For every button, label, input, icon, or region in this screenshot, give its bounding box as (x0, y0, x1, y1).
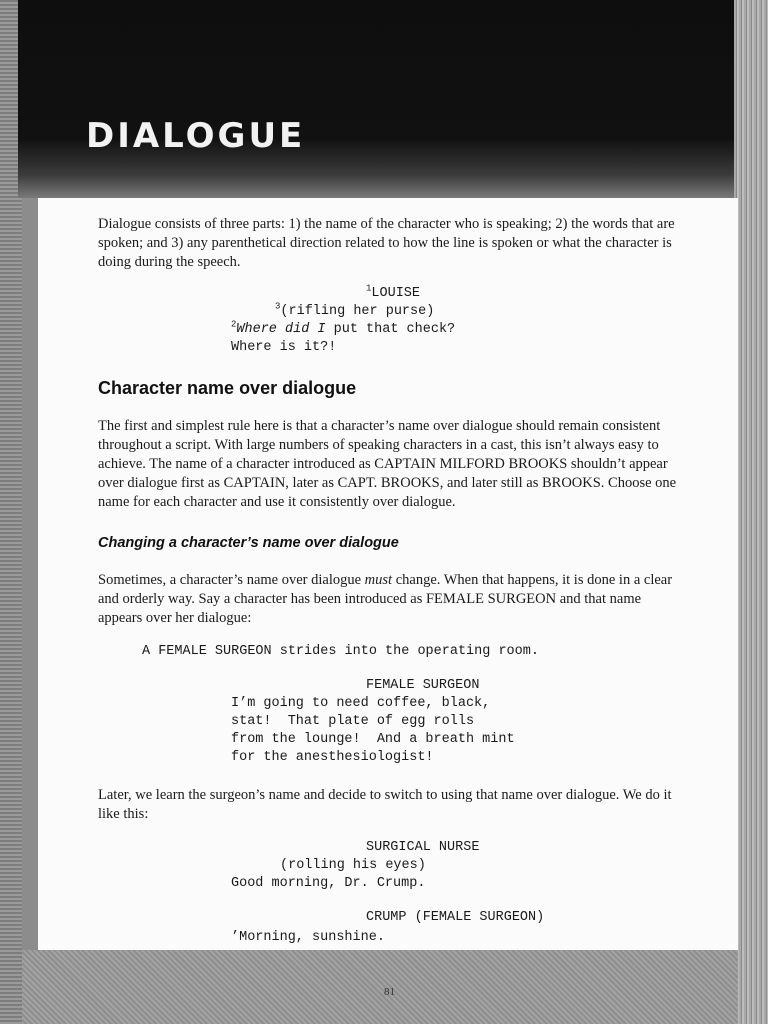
dialogue-line: for the anesthesiologist! (231, 750, 434, 765)
page-number: 81 (384, 986, 395, 998)
dialogue-line: stat! That plate of egg rolls (231, 714, 475, 729)
dialogue-line: Good morning, Dr. Crump. (231, 876, 426, 891)
dialogue-line: from the lounge! And a breath mint (231, 732, 515, 747)
character-name: CRUMP (FEMALE SURGEON) (366, 910, 545, 925)
dialogue-line: $^2$Where did I put that check? (231, 319, 456, 337)
character-name: SURGICAL NURSE (366, 840, 480, 855)
parenthetical: (rolling his eyes) (280, 858, 426, 873)
intro-paragraph: Dialogue consists of three parts: 1) the name of the character who is speaking; 2) the words that are spoken; and 3) any parenthetical direction related to how the line is spoken or what the character is doing during the speech. (98, 216, 675, 270)
subsection-paragraph: Sometimes, a character’s name over dialogue must change. When that happens, it is done in a clear and orderly way. Say a character has been introduced as FEMALE SURGEON and that name appears over her dialogue: (98, 572, 673, 626)
page-footer-band (22, 950, 738, 1024)
chapter-header-band (18, 0, 740, 198)
section-heading: Character name over dialogue (98, 378, 357, 398)
character-name: $^1$LOUISE (366, 283, 421, 301)
scan-edge-right (734, 0, 768, 1024)
chapter-title: DIALOGUE (86, 116, 306, 156)
dialogue-line: Where is it?! (231, 340, 337, 355)
dialogue-line: ’Morning, sunshine. (231, 930, 385, 945)
character-name: FEMALE SURGEON (366, 678, 480, 693)
section-paragraph: The first and simplest rule here is that a character’s name over dialogue should remain consistent throughout a script. With large numbers of speaking characters in a cast, this isn’t always easy to achieve. The name of a character introduced as CAPTAIN MILFORD BROOKS shouldn’t appear over dialogue first as CAPTAIN, later as CAPT. BROOKS, and later still as BROOKS. Choose one name for each character and use it consistently over dialogue. (98, 418, 677, 510)
action-line: A FEMALE SURGEON strides into the operating room. (142, 644, 539, 659)
parenthetical: $^3$(rifling her purse) (275, 301, 435, 319)
dialogue-line: I’m going to need coffee, black, (231, 696, 491, 711)
subsection-heading: Changing a character’s name over dialogue (98, 535, 399, 551)
later-paragraph: Later, we learn the surgeon’s name and decide to switch to using that name over dialogue. We do it like this: (98, 787, 672, 822)
